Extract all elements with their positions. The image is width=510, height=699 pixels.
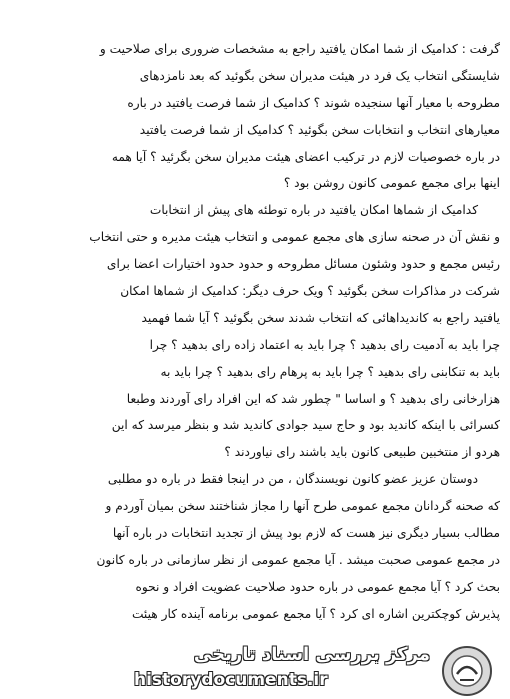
text-line: دوستان عزیز عضو کانون نویسندگان ، من در اینجا فقط در باره دو مطلبی bbox=[107, 472, 478, 487]
text-line: رئیس مجمع و حدود وشئون مسائل مطروحه و حدود حدود اختیارات اعضا برای bbox=[106, 257, 500, 272]
watermark-url: historydocuments.ir bbox=[134, 670, 328, 690]
text-line: و نقش آن در صحنه سازی های مجمع عمومی و انتخاب هیئت مدیره و حتی انتخاب bbox=[89, 230, 500, 245]
text-line: پذیرش کوچکترین اشاره ای کرد ؟ آیا مجمع عمومی برنامه آینده کار هیئت bbox=[131, 606, 500, 621]
text-line: که صحنه گردانان مجمع عمومی طرح آنها را مجاز شناختند سخن بمیان آوردم و bbox=[105, 499, 500, 514]
text-line: باید به تنکابنی رای بدهید ؟ چرا باید به پرهام رای بدهید ؟ چرا باید به bbox=[160, 364, 500, 379]
text-line: هزارخانی رای بدهید ؟ و اساسا " چطور شد که این افراد رای آوردند وطبعا bbox=[126, 391, 500, 406]
text-line: کسرائی با اینکه کاندید بود و حاج سید جوادی کاندید شد و بنظر میرسد که این bbox=[111, 418, 500, 433]
watermark-title: مرکز بررسی اسناد تاریخی bbox=[193, 644, 430, 665]
text-line: در باره خصوصیات لازم در ترکیب اعضای هیئت مدیران سخن بگرئید ؟ آیا همه bbox=[111, 149, 500, 164]
text-line: اینها برای مجمع عمومی کانون روشن بود ؟ bbox=[283, 176, 500, 191]
text-line: یافتید راجع به کاندیداهائی که انتخاب شدند سخن بگوئید ؟ آیا شما فهمید bbox=[141, 310, 500, 325]
text-line: مطالب بسیار دیگری نیز هست که لازم بود پیش از تجدید انتخابات در باره آنها bbox=[112, 526, 500, 541]
text-line: مطروحه با معیار آنها سنجیده شوند ؟ کدامیک از شما فرصت یافتید در باره bbox=[127, 95, 500, 110]
text-line: شایستگی انتخاب یک فرد در هیئت مدیران سخن بگوئید که بعد نامزدهای bbox=[139, 68, 500, 83]
historical-documents-seal-icon bbox=[440, 644, 494, 698]
text-line: گرفت : کدامیک از شما امکان یافتید راجع به مشخصات ضروری برای صلاحیت و bbox=[99, 42, 500, 56]
text-line: معیارهای انتخاب و انتخابات سخن بگوئید ؟ کدامیک از شما فرصت یافتید bbox=[139, 122, 500, 137]
text-line: چرا باید به آدمیت رای بدهید ؟ چرا باید به اعتماد زاده رای بدهید ؟ چرا bbox=[149, 337, 500, 352]
watermark bbox=[0, 640, 510, 699]
text-line: شرکت در مذاکرات سخن بگوئید ؟ ویک حرف دیگر: کدامیک از شماها امکان bbox=[120, 284, 500, 299]
text-line: در مجمع عمومی صحبت میشد . آیا مجمع عمومی از نظر سازمانی در باره کانون bbox=[96, 552, 500, 567]
document-body bbox=[10, 36, 500, 628]
text-line: بحث کرد ؟ آیا مجمع عمومی در باره حدود صلاحیت عضویت افراد و نحوه bbox=[135, 579, 500, 594]
text-line: هردو از منتخبین طبیعی کانون باید باشند رای نیاوردند ؟ bbox=[224, 445, 500, 460]
text-line: کدامیک از شماها امکان یافتید در باره توطئه های پیش از انتخابات bbox=[149, 203, 478, 218]
